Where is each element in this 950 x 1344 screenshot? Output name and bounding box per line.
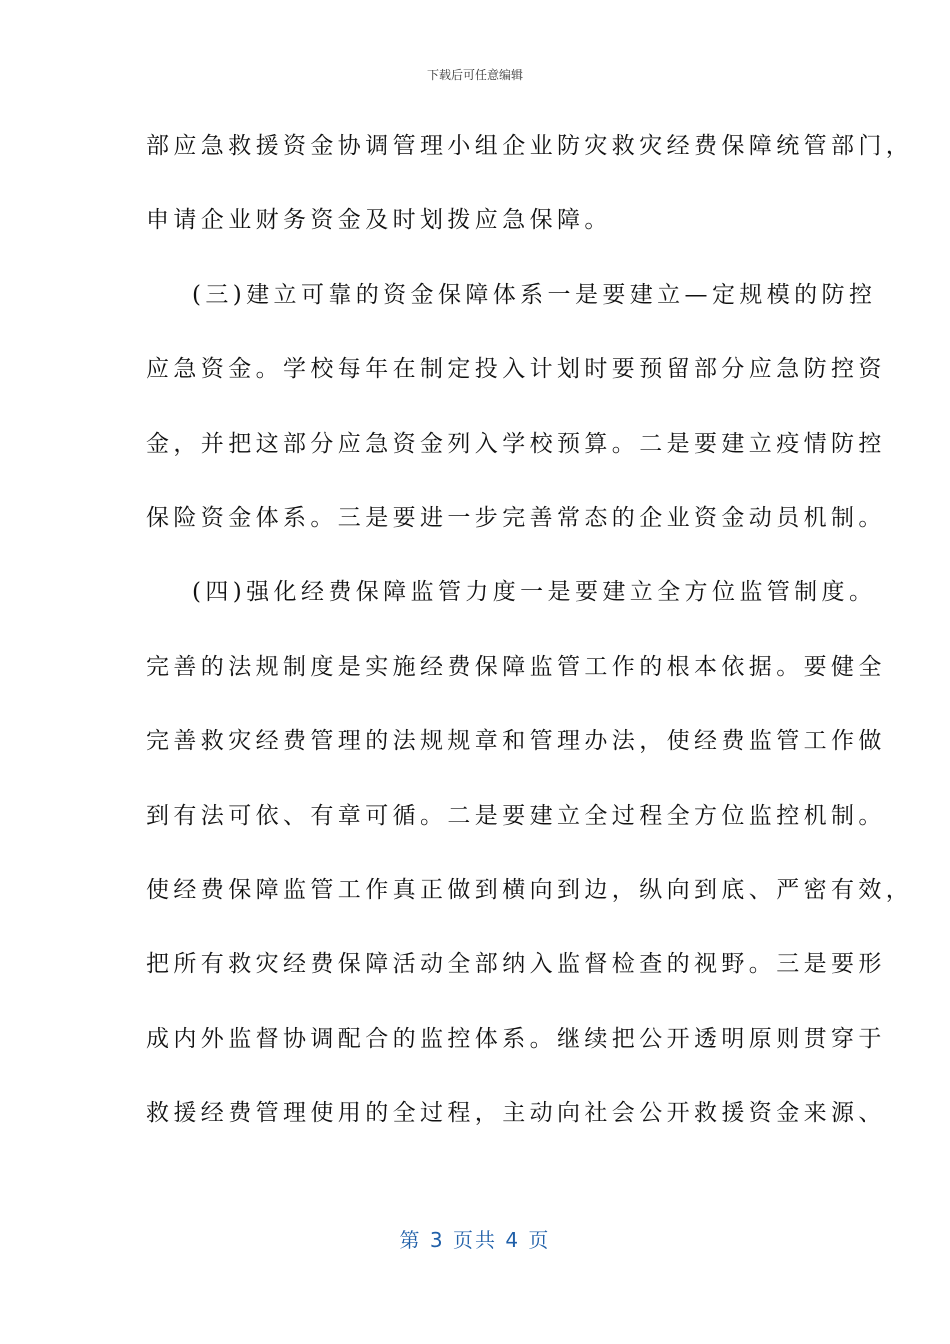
body-line-8: 完善的法规制度是实施经费保障监管工作的根本依据。要健全 bbox=[146, 653, 886, 680]
body-line-14: 救援经费管理使用的全过程，主动向社会公开救援资金来源、 bbox=[146, 1100, 886, 1127]
body-line-4: 应急资金。学校每年在制定投入计划时要预留部分应急防控资 bbox=[146, 356, 886, 383]
body-line-6: 保险资金体系。三是要进一步完善常态的企业资金动员机制。 bbox=[146, 504, 886, 531]
body-line-13: 成内外监督协调配合的监控体系。继续把公开透明原则贯穿于 bbox=[146, 1025, 886, 1052]
body-line-2: 申请企业财务资金及时划拨应急保障。 bbox=[146, 207, 612, 234]
page-number-footer: 第 3 页共 4 页 bbox=[399, 1228, 551, 1252]
page-header: 下载后可任意编辑 bbox=[426, 68, 523, 82]
body-line-1: 部应急救援资金协调管理小组企业防灾救灾经费保障统管部门， bbox=[146, 133, 914, 159]
body-line-9: 完善救灾经费管理的法规规章和管理办法，使经费监管工作做 bbox=[146, 728, 886, 755]
body-line-11: 使经费保障监管工作真正做到横向到边，纵向到底、严密有效， bbox=[146, 876, 914, 903]
body-line-3: (三)建立可靠的资金保障体系一是要建立—定规模的防控 bbox=[192, 281, 877, 308]
body-line-12: 把所有救灾经费保障活动全部纳入监督检查的视野。三是要形 bbox=[146, 951, 886, 978]
document-body bbox=[146, 122, 914, 1163]
body-line-7: (四)强化经费保障监管力度一是要建立全方位监管制度。 bbox=[192, 579, 877, 606]
body-line-10: 到有法可依、有章可循。二是要建立全过程全方位监控机制。 bbox=[146, 802, 886, 829]
body-line-5: 金，并把这部分应急资金列入学校预算。二是要建立疫情防控 bbox=[146, 430, 886, 457]
